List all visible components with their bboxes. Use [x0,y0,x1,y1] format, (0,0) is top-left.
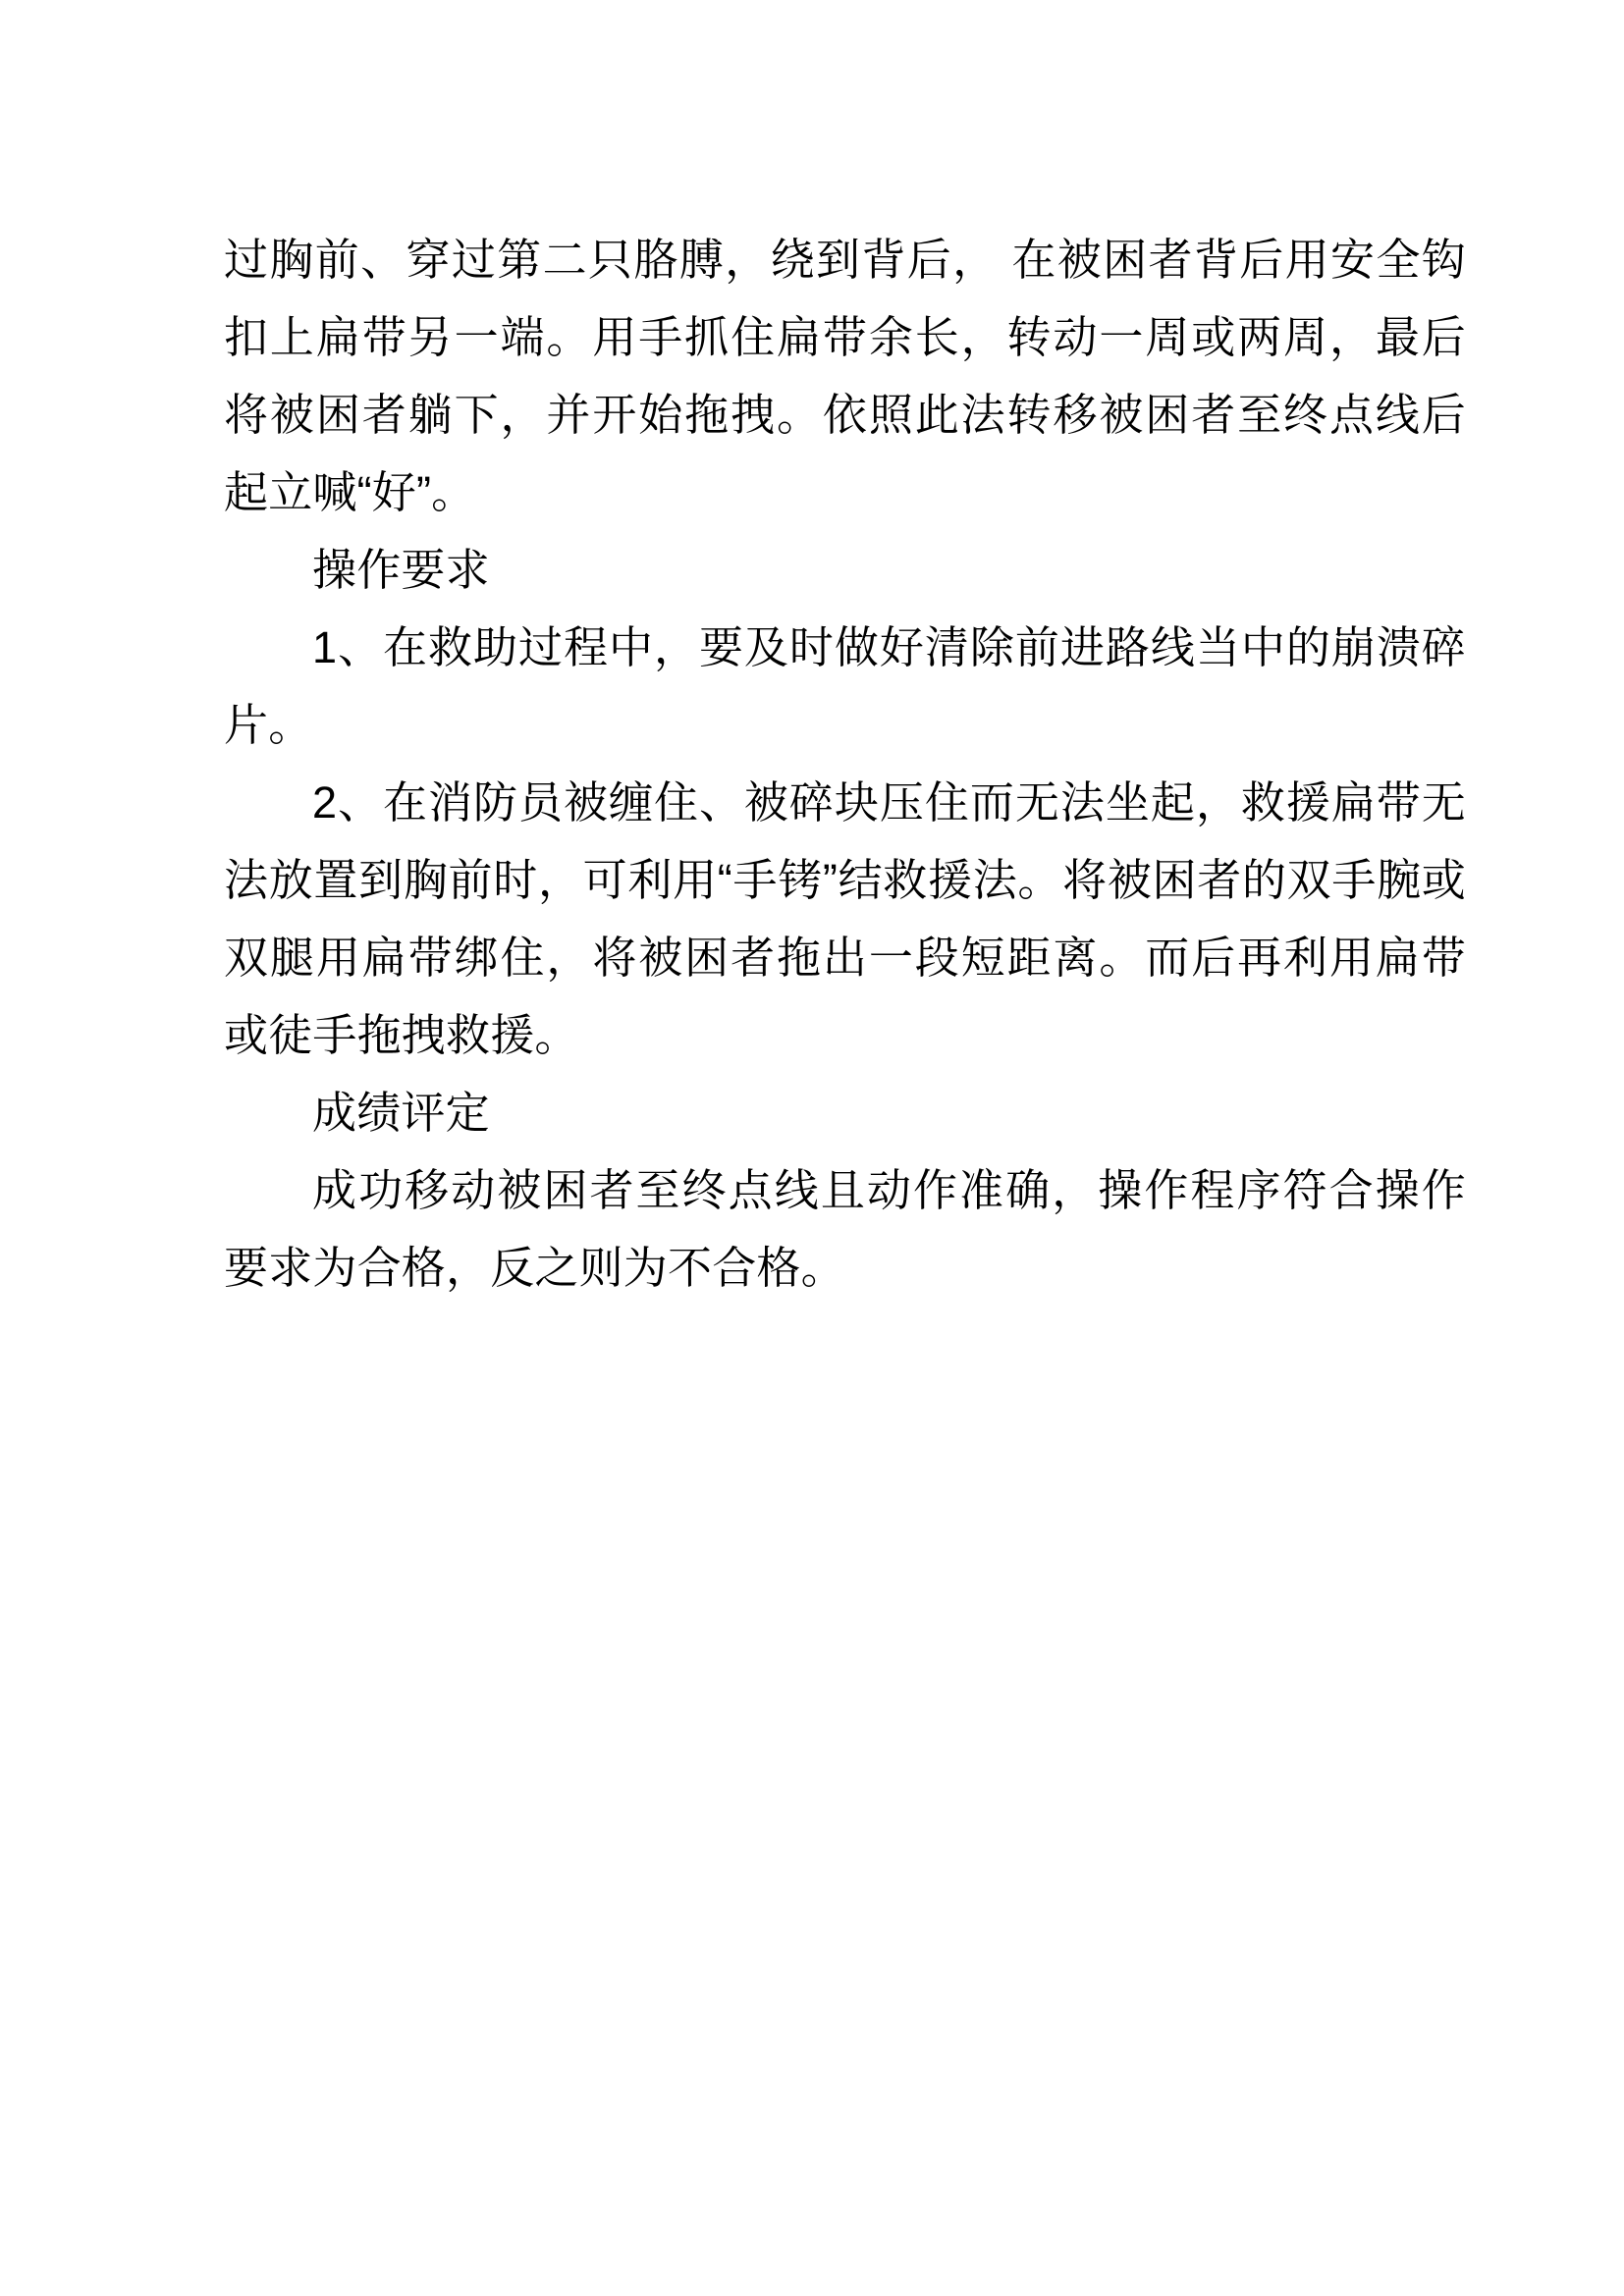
document-body [224,221,1466,1307]
list-item-2: 2、在消防员被缠住、被碎块压住而无法坐起，救援扁带无法放置到胸前时，可利用“手铐”结救援法。将被困者的双手腕或双腿用扁带绑住，将被困者拖出一段短距离。而后再利用扁带或徒手拖拽救援。 [224,777,1466,1060]
paragraph-continuation: 过胸前、穿过第二只胳膊，绕到背后， 在被困者背后用安全钩扣上扁带另一端。用手抓住扁带余长，转动一周或两周，最后将被困者躺下，并开始拖拽。依照此法转移被困者至终点线后起立喊“好”。 [224,235,1466,517]
paragraph-score-criteria: 成功移动被困者至终点线且动作准确，操作程序符合操作要求为合格，反之则为不合格。 [224,1165,1466,1293]
section-heading-operation-requirements: 操作要求 [312,545,490,595]
section-heading-score-assessment: 成绩评定 [312,1088,490,1138]
list-item-1: 1、在救助过程中，要及时做好清除前进路线当中的崩溃碎片。 [224,622,1466,750]
